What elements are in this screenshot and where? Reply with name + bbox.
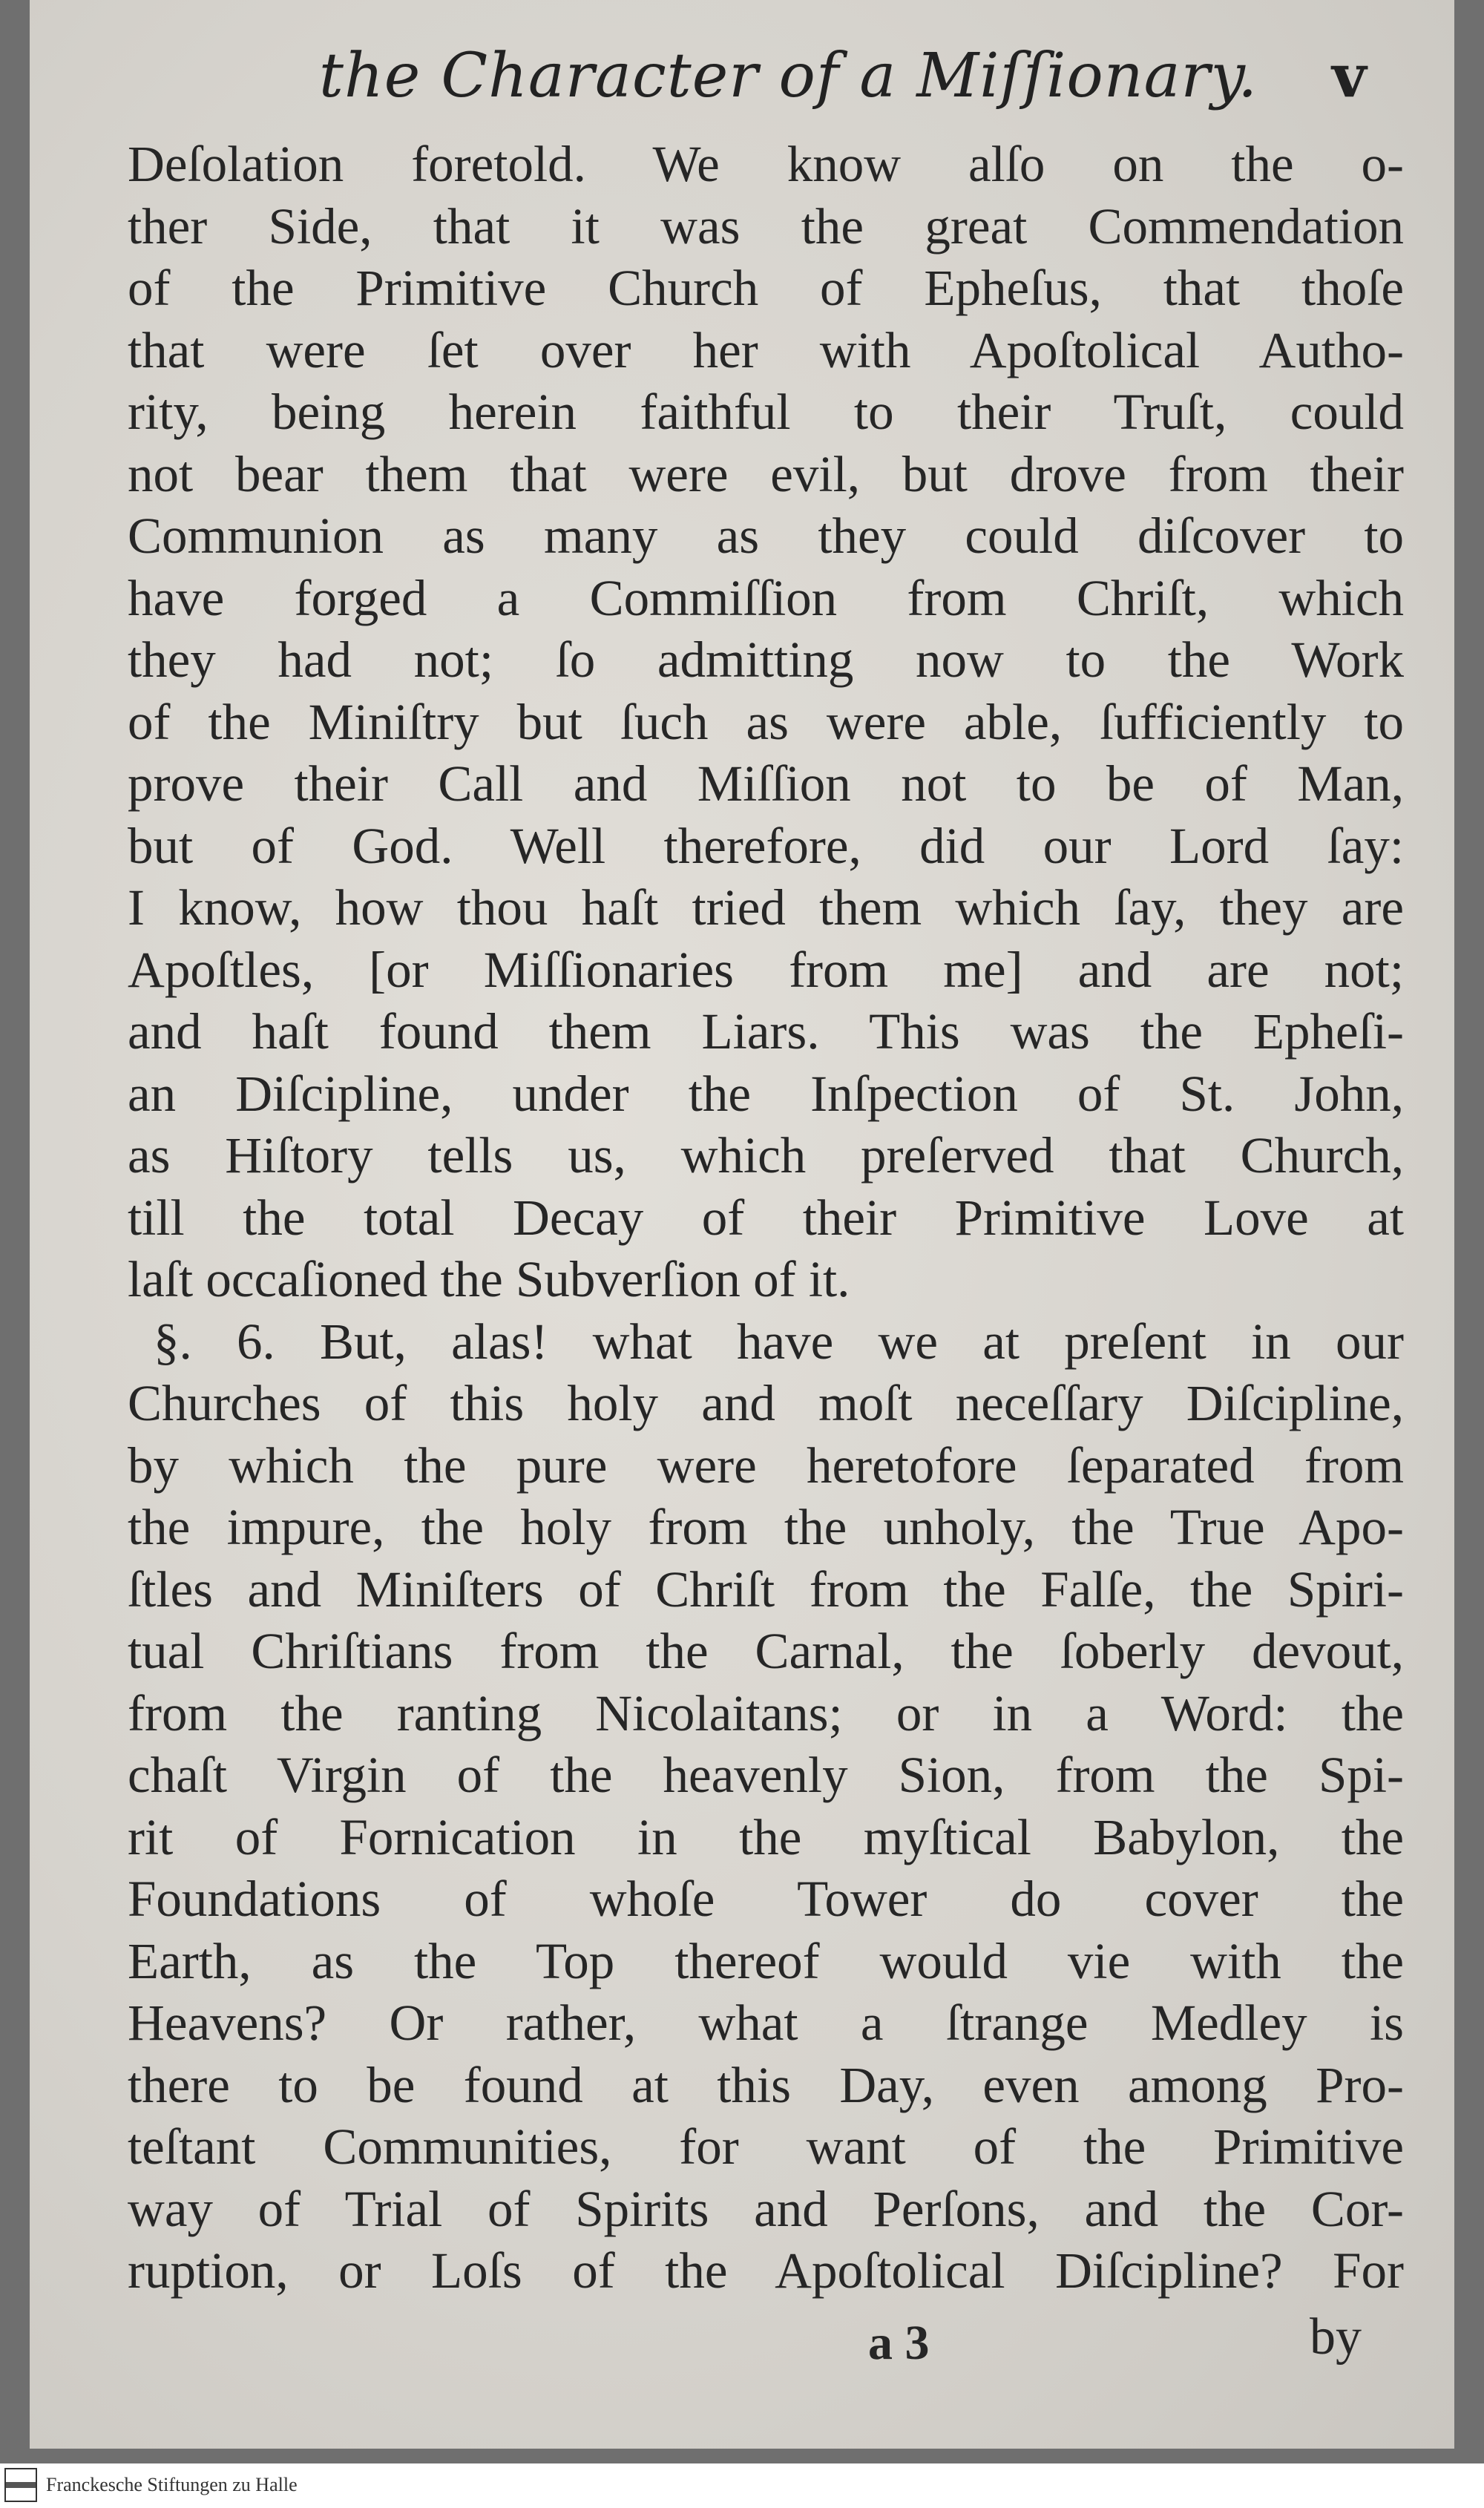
text-line: rit of Fornication in the myſtical Babylon, the: [128, 1808, 1404, 1865]
text-line: Foundations of whoſe Tower do cover the: [128, 1871, 1404, 1927]
text-line: Heavens? Or rather, what a ſtrange Medley is: [128, 1995, 1404, 2051]
text-line: an Diſcipline, under the Inſpection of St. John,: [128, 1065, 1404, 1122]
page-header: [30, 41, 1454, 122]
text-line: Deſolation foretold. We know alſo on the o-: [128, 136, 1404, 192]
signature-mark: a 3: [868, 2316, 930, 2370]
text-line: have forged a Commiſſion from Chriſt, which: [128, 569, 1404, 626]
page-footer: [30, 2308, 1454, 2389]
text-line: till the total Decay of their Primitive Love at: [128, 1189, 1404, 1246]
running-head: the Character of a Miſſionary.: [319, 41, 1258, 111]
text-line: the impure, the holy from the unholy, the True Apo-: [128, 1499, 1404, 1555]
franckesche-stiftungen-logo-icon: [4, 2468, 37, 2502]
text-line: §. 6. But, alas! what have we at preſent in our: [154, 1313, 1404, 1370]
text-line: I know, how thou haſt tried them which ſay, they are: [128, 879, 1404, 936]
text-line: and haſt found them Liars. This was the Epheſi-: [128, 1003, 1404, 1060]
text-line: not bear them that were evil, but drove from their: [128, 445, 1404, 502]
text-line: of the Miniſtry but ſuch as were able, ſufficiently to: [128, 693, 1404, 750]
text-line: laſt occaſioned the Subverſion of it.: [128, 1251, 850, 1307]
text-line: that were ſet over her with Apoſtolical Autho-: [128, 321, 1404, 378]
text-line: as Hiſtory tells us, which preſerved that Church,: [128, 1127, 1404, 1184]
text-line: teſtant Communities, for want of the Primitive: [128, 2118, 1404, 2175]
archive-footer-bar: [0, 2463, 1484, 2508]
archive-credit: Franckesche Stiftungen zu Halle: [46, 2474, 298, 2495]
text-line: ſtles and Miniſters of Chriſt from the Falſe, the Spiri-: [128, 1560, 1404, 1618]
text-line: from the ranting Nicolaitans; or in a Word: the: [128, 1684, 1404, 1742]
text-line: Churches of this holy and moſt neceſſary Diſcipline,: [128, 1375, 1404, 1431]
text-line: chaſt Virgin of the heavenly Sion, from the Spi-: [128, 1747, 1404, 1803]
book-page: [30, 0, 1454, 2449]
text-line: rity, being herein faithful to their Truſt, could: [128, 384, 1404, 440]
body-text: [128, 134, 1404, 2302]
text-line: there to be found at this Day, even among Pro-: [128, 2056, 1404, 2113]
text-line: but of God. Well therefore, did our Lord ſay:: [128, 817, 1404, 874]
text-line: way of Trial of Spirits and Perſons, and the Cor-: [128, 2180, 1404, 2237]
page-number: v: [1332, 41, 1367, 111]
text-line: Earth, as the Top thereof would vie with the: [128, 1932, 1404, 1989]
text-line: of the Primitive Church of Epheſus, that thoſe: [128, 260, 1404, 316]
catchword: by: [1310, 2308, 1362, 2366]
text-line: Communion as many as they could diſcover to: [128, 508, 1404, 564]
text-line: tual Chriſtians from the Carnal, the ſoberly devout,: [128, 1623, 1404, 1679]
text-line: ther Side, that it was the great Commendation: [128, 197, 1404, 255]
text-line: ruption, or Loſs of the Apoſtolical Diſcipline? For: [128, 2242, 1404, 2299]
text-line: by which the pure were heretofore ſeparated from: [128, 1437, 1404, 1494]
text-line: Apoſtles, [or Miſſionaries from me] and are not;: [128, 941, 1404, 998]
text-line: prove their Call and Miſſion not to be of Man,: [128, 755, 1404, 812]
text-line: they had not; ſo admitting now to the Work: [128, 631, 1404, 688]
